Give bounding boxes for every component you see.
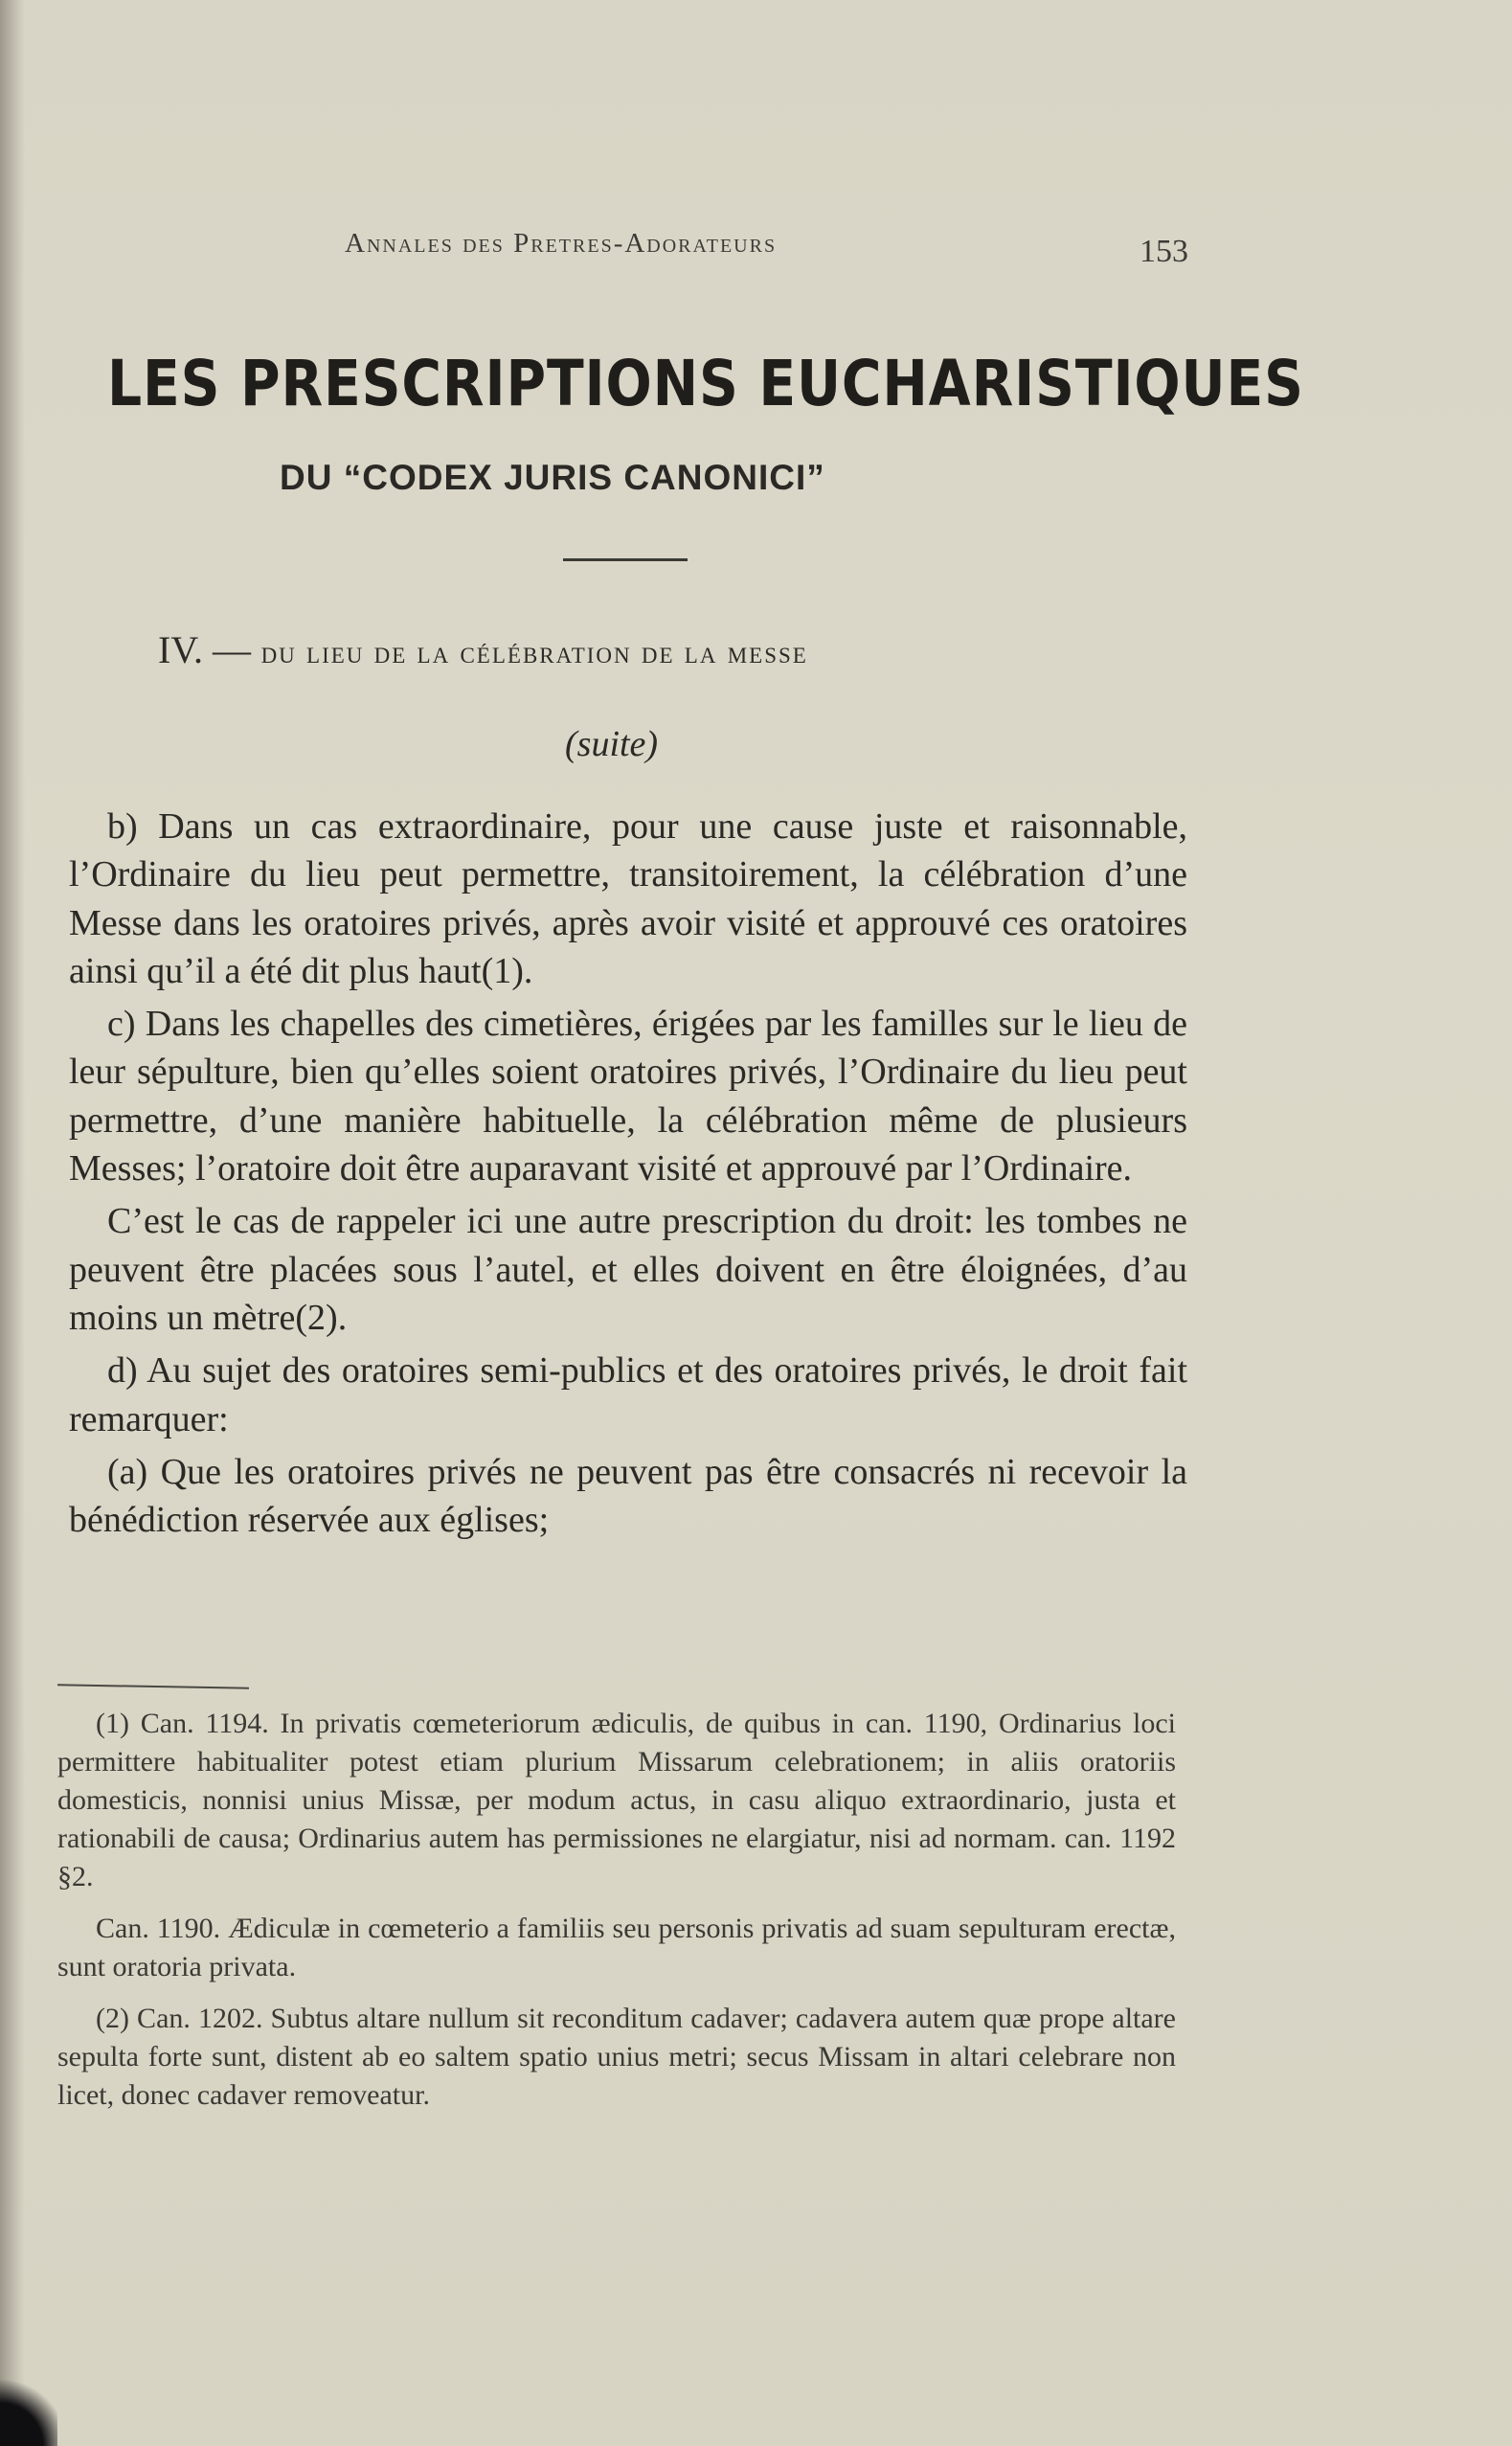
- footnotes: [57, 1705, 1176, 2128]
- binding-shadow: [0, 0, 25, 2446]
- section-heading: [158, 627, 808, 672]
- article-title: LES PRESCRIPTIONS EUCHARISTIQUES: [107, 347, 1304, 420]
- paragraph-c: c) Dans les chapelles des cimetières, érigées par les familles sur le lieu de leur sépulture, bien qu’elles soient oratoires privés, l’Ordinaire du lieu peut permettre, d’une manière habituelle, la célébration même de plusieurs Messes; l’oratoire doit être auparavant visité et approuvé par l’Ordinaire.: [69, 1004, 1187, 1189]
- paragraph-b: b) Dans un cas extraordinaire, pour une cause juste et raisonnable, l’Ordinaire du lieu peut permettre, transitoirement, la célébration d’une Messe dans les oratoires privés, après avoir visité et approuvé ces oratoires ainsi qu’il a été dit plus haut(1).: [69, 806, 1187, 991]
- scan-corner-shadow: [0, 2369, 57, 2446]
- title-rule: [563, 558, 688, 561]
- footnote-2: (2) Can. 1202. Subtus altare nullum sit reconditum cadaver; cadavera autem quæ prope altare sepulta forte sunt, distent ab eo saltem spatio unius metri; secus Missam in altari celebrare non licet, donec cadaver removeatur.: [57, 2003, 1176, 2111]
- paragraph-tombs: C’est le cas de rappeler ici une autre prescription du droit: les tombes ne peuvent être placées sous l’autel, et elles doivent en être éloignées, d’au moins un mètre(2).: [69, 1201, 1187, 1338]
- article-subtitle: DU “CODEX JURIS CANONICI”: [280, 458, 825, 497]
- footnote-1: (1) Can. 1194. In privatis cœmeteriorum ædiculis, de quibus in can. 1190, Ordinarius loci permittere habitualiter potest etiam plurium Missarum celebrationem; in aliis oratoriis domesticis, nonnisi unius Missæ, per modum actus, in casu aliquo extraordinario, justa et rationabili de causa; Ordinarius autem has permissiones ne elargiatur, nisi ad normam. can. 1192 §2.: [57, 1708, 1176, 1892]
- section-title: du lieu de la célébration de la messe: [260, 636, 808, 670]
- section-continuation: (suite): [565, 724, 659, 764]
- body-text: [69, 803, 1187, 1544]
- footnote-can-1190: Can. 1190. Ædiculæ in cœmeterio a familiis seu personis privatis ad suam sepulturam erectæ, sunt oratoria privata.: [57, 1913, 1176, 1982]
- footnote-rule: [57, 1684, 249, 1688]
- page-number: 153: [1140, 234, 1188, 269]
- running-head: Annales des Pretres-Adorateurs: [345, 228, 778, 259]
- paragraph-d-a: (a) Que les oratoires privés ne peuvent pas être consacrés ni recevoir la bénédiction réservée aux églises;: [69, 1451, 1187, 1541]
- section-number: IV. —: [158, 628, 252, 671]
- paragraph-d: d) Au sujet des oratoires semi-publics et des oratoires privés, le droit fait remarquer:: [69, 1350, 1187, 1439]
